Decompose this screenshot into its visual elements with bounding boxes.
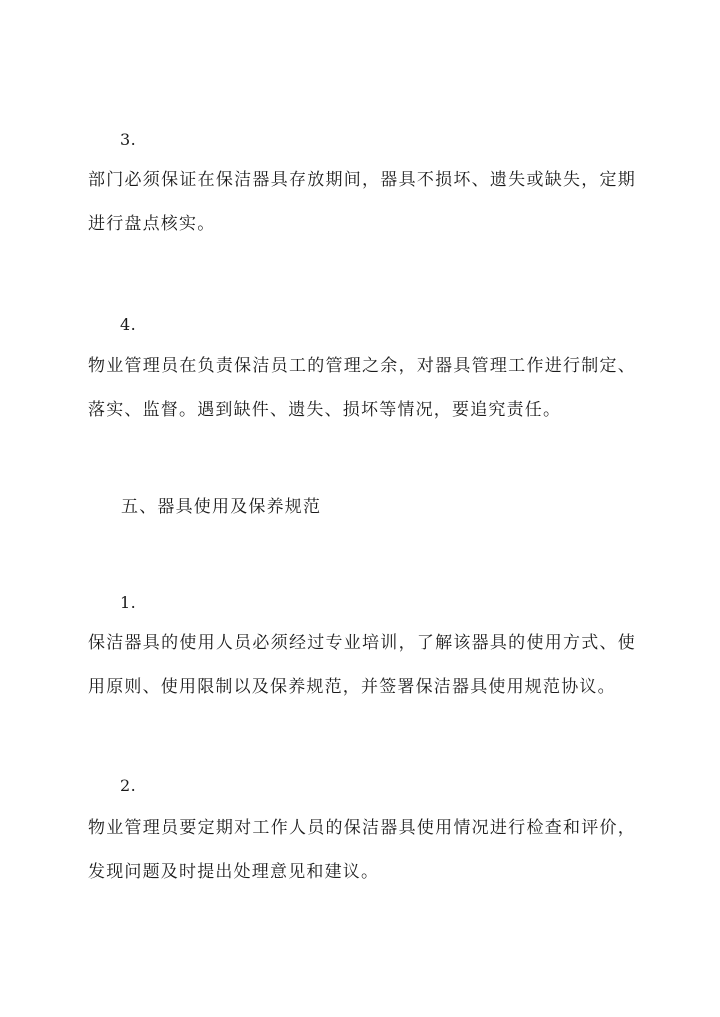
item-number: 3. xyxy=(120,130,137,149)
paragraph-text: 保洁器具的使用人员必须经过专业培训，了解该器具的使用方式、使用原则、使用限制以及保养规范，并签署保洁器具使用规范协议。 xyxy=(88,633,636,697)
section-heading: 五、器具使用及保养规范 xyxy=(121,497,322,517)
paragraph xyxy=(88,344,636,432)
paragraph xyxy=(88,806,636,894)
paragraph xyxy=(88,158,636,246)
item-number: 2. xyxy=(120,776,137,795)
paragraph-text: 物业管理员要定期对工作人员的保洁器具使用情况进行检查和评价，发现问题及时提出处理意见和建议。 xyxy=(88,818,636,882)
paragraph xyxy=(88,621,636,709)
paragraph-text: 物业管理员在负责保洁员工的管理之余，对器具管理工作进行制定、落实、监督。遇到缺件、遗失、损坏等情况，要追究责任。 xyxy=(88,356,636,420)
item-number: 4. xyxy=(120,315,137,334)
item-number: 1. xyxy=(120,593,137,612)
paragraph-text: 部门必须保证在保洁器具存放期间，器具不损坏、遗失或缺失，定期进行盘点核实。 xyxy=(88,170,636,234)
